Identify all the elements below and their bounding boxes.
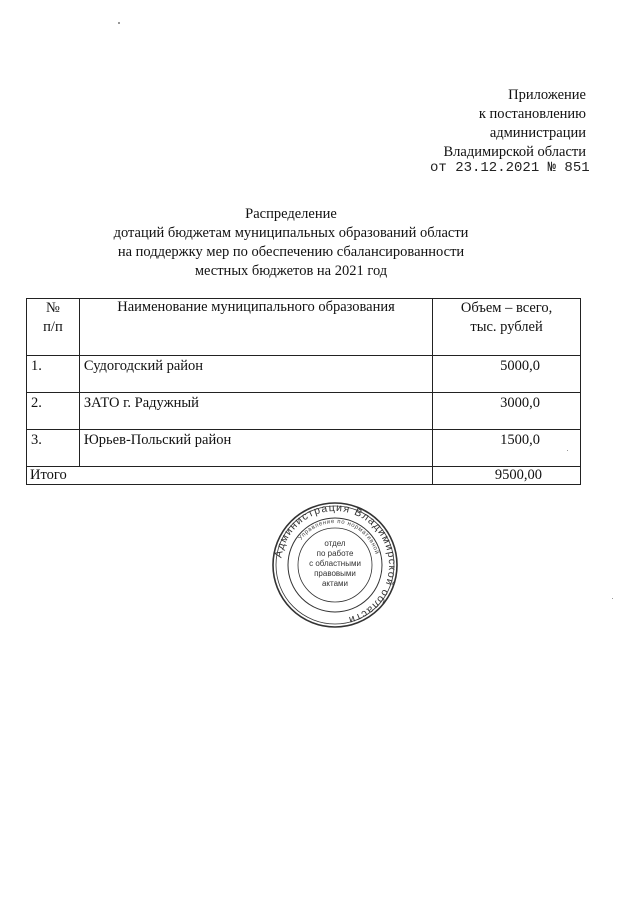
header-volume-line-1: Объем – всего,: [460, 300, 553, 316]
official-seal: [270, 500, 400, 630]
appendix-line-1: Приложение: [508, 87, 586, 103]
header-number-abbr: п/п: [43, 319, 63, 335]
header-volume: [433, 299, 581, 356]
row-municipality: Юрьев-Польский район: [79, 430, 432, 467]
total-label: Итого: [27, 467, 433, 485]
title-line-2: дотаций бюджетам муниципальных образований области: [113, 225, 469, 241]
appendix-line-4: Владимирской области: [443, 144, 586, 160]
title-line-1: Распределение: [245, 206, 337, 222]
header-municipality: Наименование муниципального образования: [79, 299, 432, 356]
seal-center-line-3: с областными: [309, 559, 361, 568]
scan-speck: [612, 598, 613, 599]
header-number-symbol: №: [46, 300, 60, 316]
distribution-table: [26, 298, 581, 485]
decree-reference: от 23.12.2021 № 851: [430, 160, 590, 176]
seal-center-line-1: отдел: [324, 539, 346, 548]
seal-center-line-2: по работе: [316, 549, 354, 558]
table-row: [27, 430, 581, 467]
title-line-3: на поддержку мер по обеспечению сбалансированности: [117, 244, 465, 260]
appendix-line-3: администрации: [489, 125, 586, 141]
document-title: [0, 205, 582, 281]
seal-center-line-5: актами: [321, 579, 349, 588]
header-volume-line-2: тыс. рублей: [470, 319, 543, 335]
total-row: [27, 467, 581, 485]
seal-outer-text: Администрация Владимирской области: [272, 501, 399, 627]
table-row: [27, 356, 581, 393]
scan-speck: [118, 22, 120, 24]
table-row: [27, 393, 581, 430]
seal-inner-ring-text: Управление по нормативной: [297, 518, 380, 556]
row-number: 3.: [27, 430, 80, 467]
scan-speck: [567, 450, 568, 451]
row-number: 1.: [27, 356, 80, 393]
title-line-4: местных бюджетов на 2021 год: [194, 263, 388, 279]
row-volume: 5000,0: [433, 356, 581, 393]
row-municipality: Судогодский район: [79, 356, 432, 393]
seal-center-line-4: правовыми: [314, 569, 356, 578]
header-number: [27, 299, 80, 356]
appendix-block: [443, 86, 586, 162]
appendix-line-2: к постановлению: [478, 106, 586, 122]
row-volume: 1500,0: [433, 430, 581, 467]
total-volume: 9500,00: [433, 467, 581, 485]
table-header-row: [27, 299, 581, 356]
row-number: 2.: [27, 393, 80, 430]
row-volume: 3000,0: [433, 393, 581, 430]
row-municipality: ЗАТО г. Радужный: [79, 393, 432, 430]
